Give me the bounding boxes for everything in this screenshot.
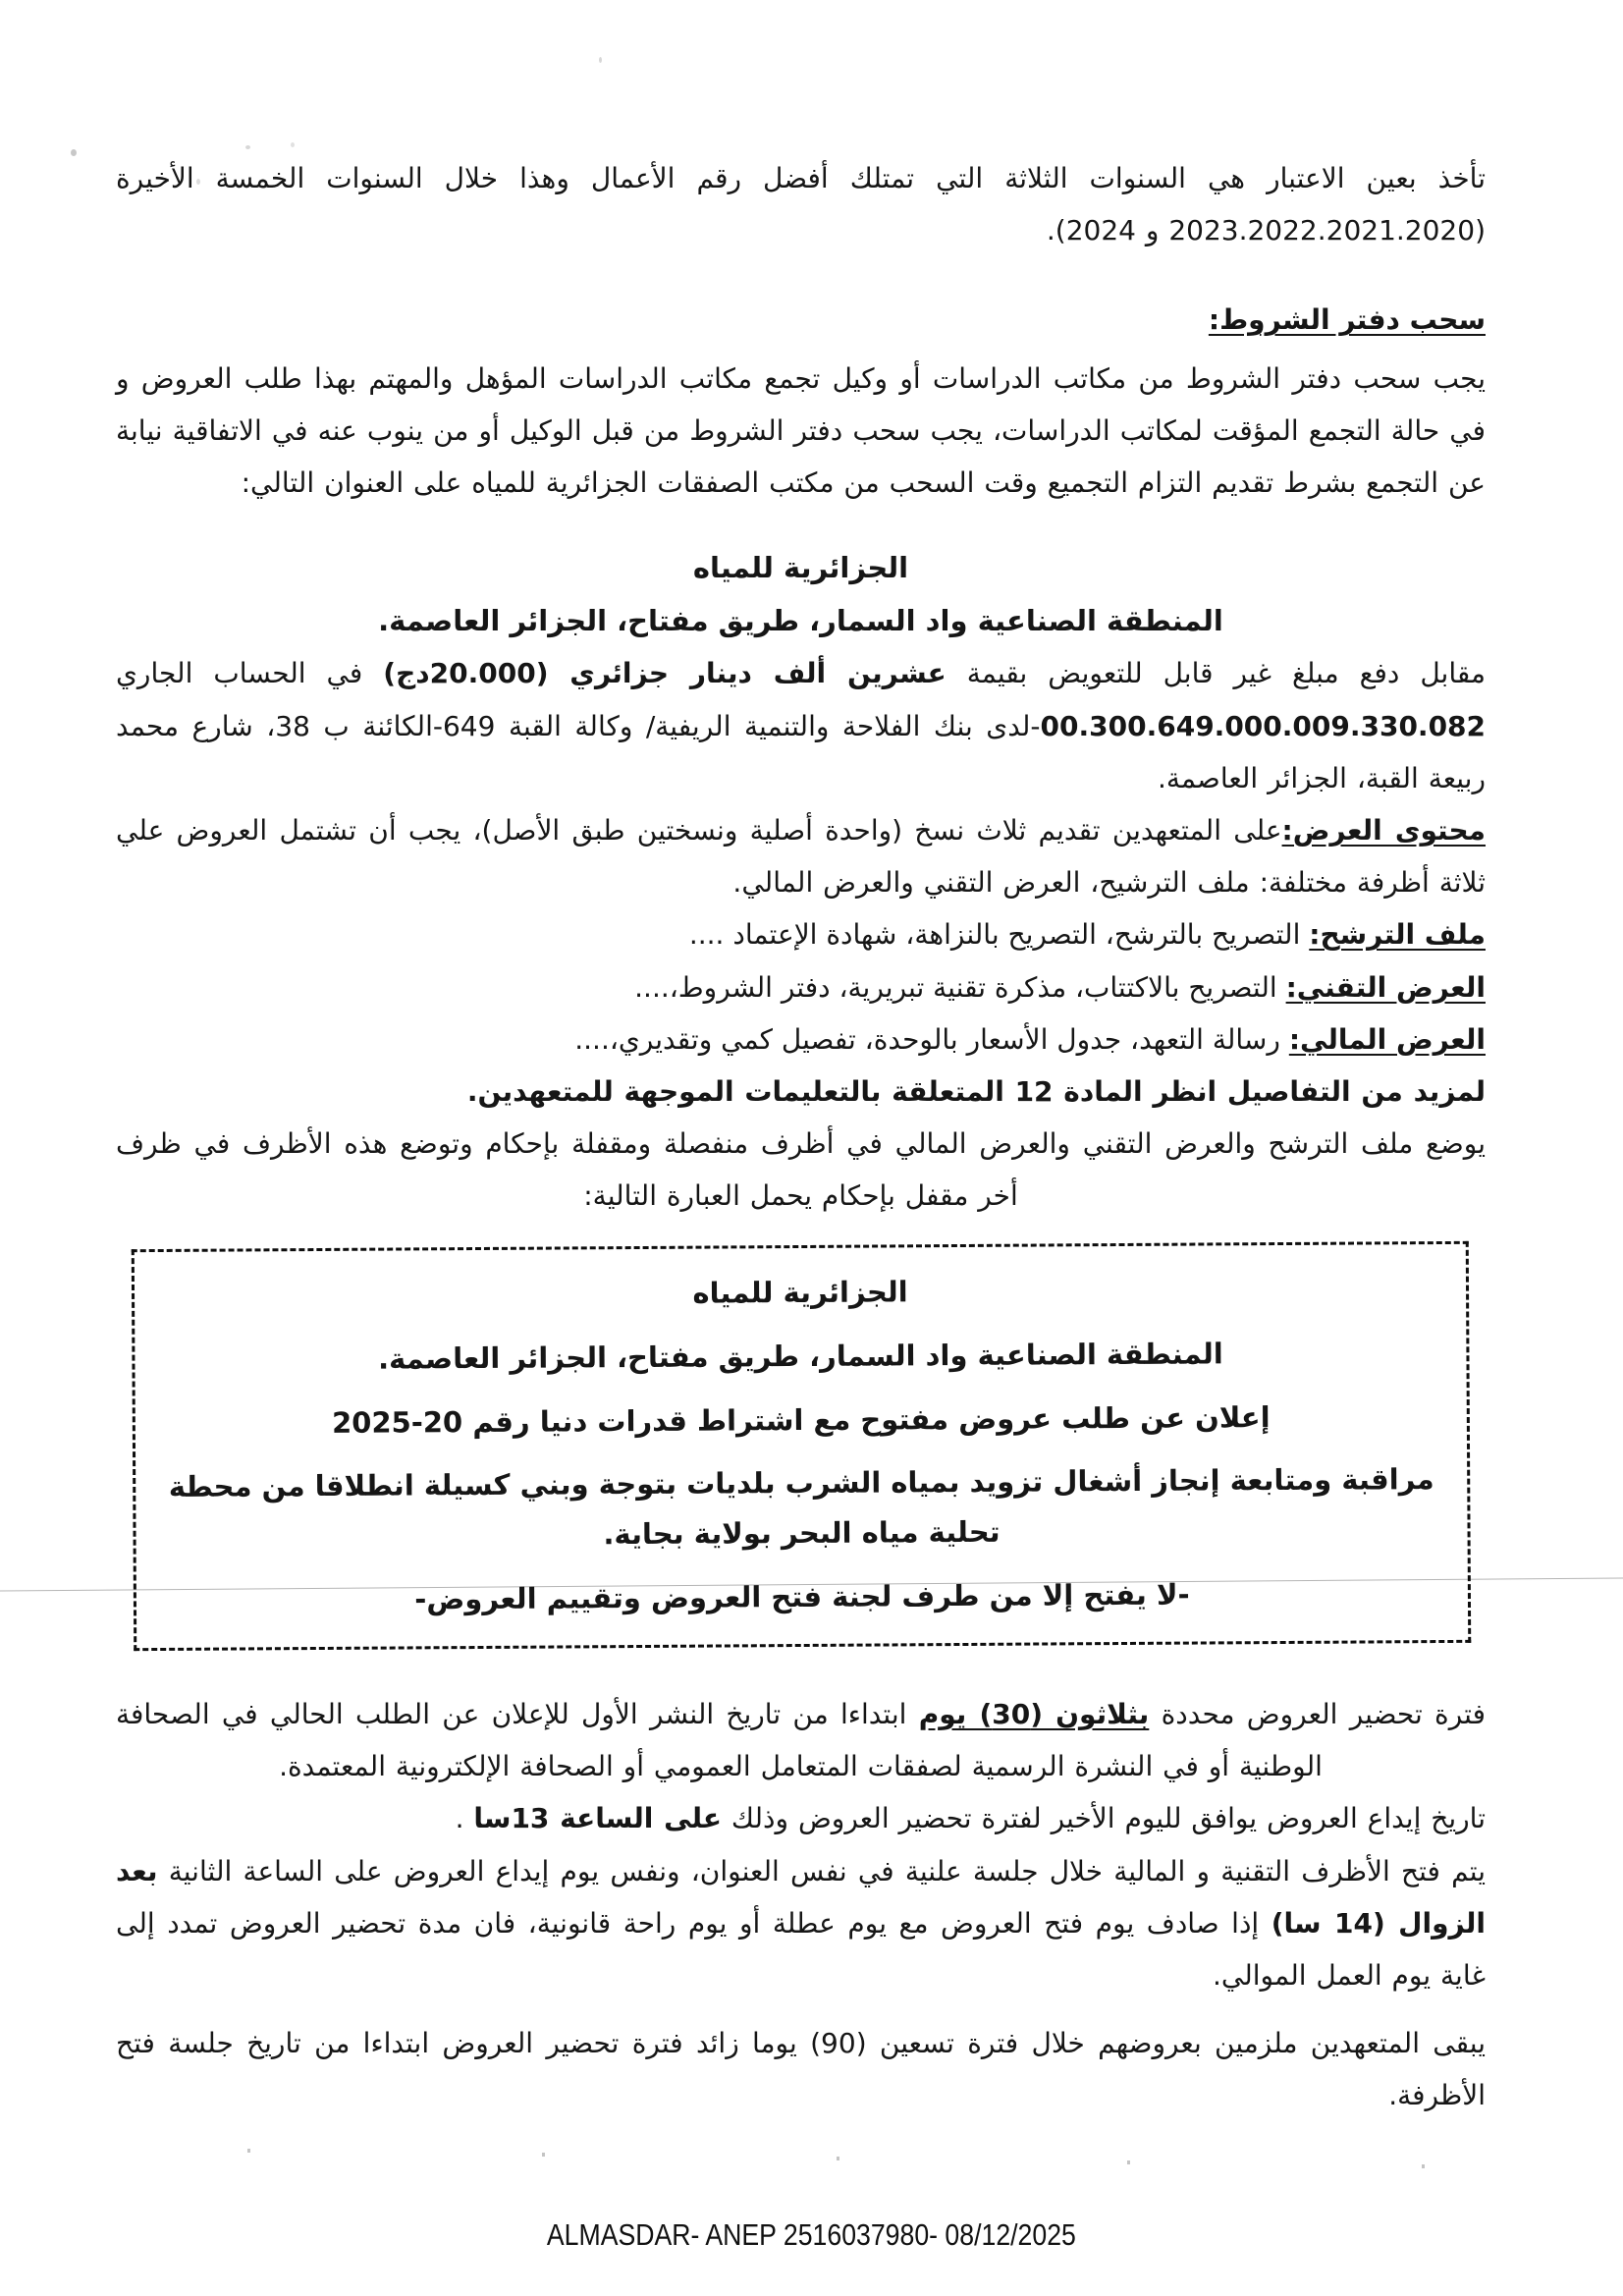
offer-content-text: على المتعهدين تقديم ثلاث نسخ (واحدة أصلية ونسختين طبق الأصل)، يجب أن تشتمل العروض علي ثلاثة أظرفة مختلفة: ملف الترشيح، العرض التقني والعرض المالي.: [116, 813, 1486, 900]
box-company-address: المنطقة الصناعية واد السمار، طريق مفتاح، الجزائر العاصمة.: [377, 1337, 1223, 1376]
paragraph-evaluation-years: [116, 152, 1486, 256]
deposit-text-1: تاريخ إيداع العروض يوافق لليوم الأخير لفترة تحضير العروض وذلك: [722, 1802, 1486, 1835]
scan-speckle: [599, 57, 602, 63]
deposit-text-2: .: [455, 1802, 474, 1835]
footer-anep-text: ALMASDAR- ANEP 2516037980- 08/12/2025: [546, 2217, 1077, 2252]
envelopes-text: يوضع ملف الترشح والعرض التقني والعرض المالي في أظرف منفصلة ومقفلة بإحكام وتوضع هذه الأظرف في ظرف أخر مقفل بإحكام يحمل العبارة التالية:: [116, 1127, 1486, 1213]
note-article-12: [116, 1066, 1486, 1118]
payment-text-1: مقابل دفع مبلغ غير قابل للتعويض بقيمة: [946, 657, 1487, 690]
candidacy-file-label: ملف الترشح:: [1309, 918, 1486, 952]
evaluation-years-text: تأخذ بعين الاعتبار هي السنوات الثلاثة التي تمتلك أفضل رقم الأعمال وهذا خلال السنوات الخمسة الأخيرة (2023.2022.2021.2020 و 2024).: [116, 162, 1486, 247]
tender-announcement-box: [132, 1241, 1471, 1651]
payment-text-2: في الحساب الجاري: [116, 657, 384, 690]
scan-dot: [837, 2157, 839, 2160]
box-opening-warning: -لا يفتح إلا من طرف لجنة فتح العروض وتقييم العروض-: [414, 1577, 1190, 1616]
paragraph-offer-content: [116, 804, 1486, 908]
scan-dot: [1422, 2164, 1425, 2168]
footer-publication-reference: [0, 2217, 1623, 2253]
heading-withdraw-label: سحب دفتر الشروط:: [1208, 303, 1486, 337]
paragraph-preparation-period: [116, 1688, 1486, 1792]
offer-content-label: محتوى العرض:: [1281, 813, 1487, 847]
withdraw-conditions-text: يجب سحب دفتر الشروط من مكاتب الدراسات أو وكيل تجمع مكاتب الدراسات المؤهل والمهتم بهذا طلب العروض و في حالة التجمع المؤقت لمكاتب الدراسات، يجب سحب دفتر الشروط من قبل الوكيل أو من ينوب عنه في الاتفاقية نيابة عن التجمع بشرط تقديم التزام التجميع وقت السحب من مكتب الصفقات الجزائرية للمياه على العنوان التالي:: [116, 361, 1486, 499]
opening-text-1: يتم فتح الأظرف التقنية و المالية خلال جلسة علنية في نفس العنوان، ونفس يوم إيداع العروض على الساعة الثانية: [157, 1854, 1486, 1887]
list-item-candidacy-file: [116, 908, 1486, 960]
preparation-text-1: فترة تحضير العروض محددة: [1149, 1697, 1486, 1730]
financial-offer-label: العرض المالي:: [1288, 1022, 1486, 1056]
list-item-technical-offer: [116, 961, 1486, 1013]
scan-speckle: [245, 145, 250, 149]
paragraph-payment-details: [116, 647, 1486, 804]
paragraph-envelopes: [116, 1118, 1486, 1222]
scan-dot: [1127, 2160, 1130, 2164]
preparation-duration: بثلاثون (30) يوم: [918, 1697, 1150, 1730]
box-company-name: الجزائرية للمياه: [692, 1275, 908, 1311]
paragraph-offer-validity: [116, 2017, 1486, 2121]
heading-withdraw-specifications: [116, 294, 1486, 346]
scan-dot: [542, 2153, 545, 2157]
scan-speckle: [71, 149, 77, 156]
deposit-time: على الساعة 13سا: [473, 1802, 723, 1835]
company-address: المنطقة الصناعية واد السمار، طريق مفتاح، الجزائر العاصمة.: [378, 603, 1223, 637]
candidacy-file-text: التصريح بالترشح، التصريح بالنزاهة، شهادة الإعتماد ....: [688, 918, 1310, 952]
offer-validity-text: يبقى المتعهدين ملزمين بعروضهم خلال فترة تسعين (90) يوما زائد فترة تحضير العروض ابتداءا من تاريخ جلسة فتح الأظرفة.: [116, 2027, 1487, 2112]
technical-offer-text: التصريح بالاكتتاب، مذكرة تقنية تبريرية، دفتر الشروط،....: [634, 970, 1286, 1004]
scan-dot: [247, 2149, 250, 2153]
bank-account-number: 00.300.649.000.009.330.082: [1040, 709, 1487, 742]
opening-time: بعد الزوال (14 سا): [116, 1854, 1486, 1940]
document-body: [116, 152, 1486, 2121]
technical-offer-label: العرض التقني:: [1285, 970, 1486, 1004]
paragraph-deposit-date: [116, 1792, 1486, 1844]
note-article-12-text: لمزيد من التفاصيل انظر المادة 12 المتعلقة بالتعليمات الموجهة للمتعهدين.: [466, 1074, 1486, 1108]
list-item-financial-offer: [116, 1013, 1486, 1066]
scan-speckle: [291, 142, 295, 147]
paragraph-envelope-opening: [116, 1845, 1486, 2002]
box-tender-announcement: إعلان عن طلب عروض مفتوح مع اشتراط قدرات دنيا رقم 20‏-‏2025: [331, 1400, 1271, 1440]
opening-text-2: إذا صادف يوم فتح العروض مع يوم عطلة أو يوم راحة قانونية، فان مدة تحضير العروض تمدد إلى غاية يوم العمل الموالي.: [116, 1906, 1486, 1992]
financial-offer-text: رسالة التعهد، جدول الأسعار بالوحدة، تفصيل كمي وتقديري،....: [574, 1022, 1289, 1056]
payment-text-3: -لدى بنك الفلاحة والتنمية الريفية/ وكالة القبة 649-الكائنة ب 38، شارع محمد ربيعة القبة، الجزائر العاصمة.: [116, 709, 1486, 794]
payment-amount: عشرين ألف دينار جزائري (20.000دج): [383, 657, 947, 690]
preparation-text-2: ابتداءا من تاريخ النشر الأول للإعلان عن الطلب الحالي في الصحافة الوطنية أو في النشرة الرسمية لصفقات المتعامل العمومي أو الصحافة الإلكترونية المعتمدة.: [116, 1697, 1323, 1783]
company-name: الجزائرية للمياه: [692, 551, 909, 585]
box-project-description: مراقبة ومتابعة إنجاز أشغال تزويد بمياه الشرب بلديات بتوجة وبني كسيلة انطلاقا من محطة تحلية مياه البحر بولاية بجاية.: [168, 1462, 1434, 1552]
paragraph-withdraw-conditions: [116, 353, 1486, 510]
